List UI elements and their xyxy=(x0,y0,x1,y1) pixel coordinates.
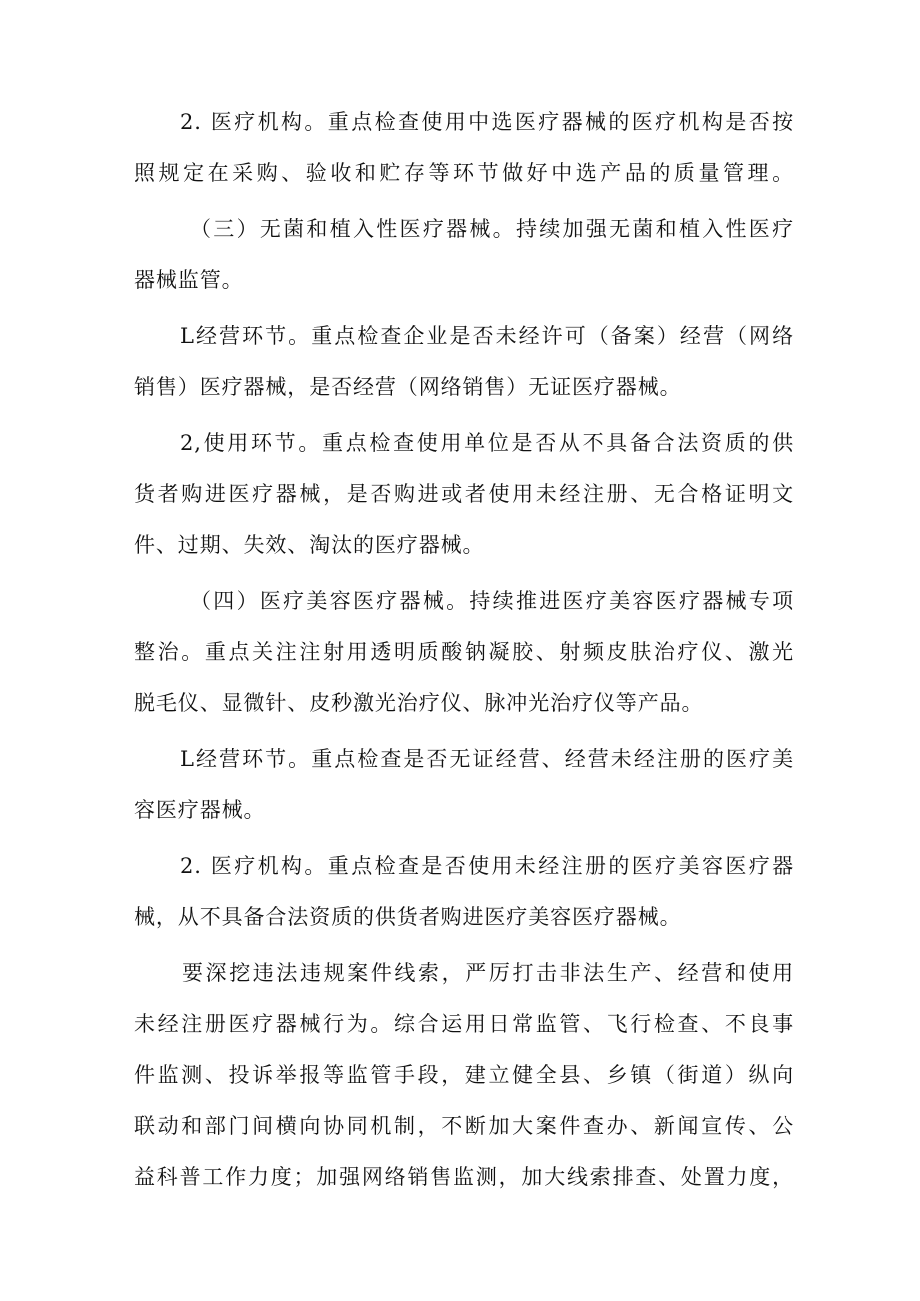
paragraph-8-line-1: 要深挖违法违规案件线索，严厉打击非法生产、经营和使用 xyxy=(182,961,794,985)
paragraph-6-line-2: 容医疗器械。 xyxy=(134,798,266,822)
paragraph-8-line-3: 件监测、投诉举报等监管手段，建立健全县、乡镇（街道）纵向 xyxy=(134,1063,794,1087)
paragraph-5-line-2: 整治。重点关注注射用透明质酸钠凝胶、射频皮肤治疗仪、激光 xyxy=(134,640,794,664)
paragraph-8-line-4: 联动和部门间横向协同机制，不断加大案件查办、新闻宣传、公 xyxy=(134,1114,794,1138)
paragraph-4-line-3: 件、过期、失效、淘汰的医疗器械。 xyxy=(134,533,485,557)
paragraph-7-line-1: 2. 医疗机构。重点检查是否使用未经注册的医疗美容医疗器 xyxy=(180,854,794,878)
paragraph-4-line-1: 2,使用环节。重点检查使用单位是否从不具备合法资质的供 xyxy=(180,431,794,455)
paragraph-7-line-2: 械，从不具备合法资质的供货者购进医疗美容医疗器械。 xyxy=(134,905,682,929)
paragraph-3-line-1: L经营环节。重点检查企业是否未经许可（备案）经营（网络 xyxy=(180,324,794,348)
paragraph-8-line-2: 未经注册医疗器械行为。综合运用日常监管、飞行检查、不良事 xyxy=(134,1012,794,1036)
paragraph-2-line-1: （三）无菌和植入性医疗器械。持续加强无菌和植入性医疗 xyxy=(190,217,794,241)
paragraph-5-line-3: 脱毛仪、显微针、皮秒激光治疗仪、脉冲光治疗仪等产品。 xyxy=(134,691,704,715)
paragraph-1-line-2: 照规定在采购、验收和贮存等环节做好中选产品的质量管理。 xyxy=(134,161,794,185)
paragraph-6-line-1: L经营环节。重点检查是否无证经营、经营未经注册的医疗美 xyxy=(180,747,794,771)
paragraph-2-line-2: 器械监管。 xyxy=(134,268,244,292)
paragraph-3-line-2: 销售）医疗器械，是否经营（网络销售）无证医疗器械。 xyxy=(134,375,682,399)
paragraph-5-line-1: （四）医疗美容医疗器械。持续推进医疗美容医疗器械专项 xyxy=(190,589,794,613)
paragraph-4-line-2: 货者购进医疗器械，是否购进或者使用未经注册、无合格证明文 xyxy=(134,482,794,506)
paragraph-1-line-1: 2. 医疗机构。重点检查使用中选医疗器械的医疗机构是否按 xyxy=(180,110,794,134)
paragraph-8-line-5: 益科普工作力度；加强网络销售监测，加大线索排查、处置力度， xyxy=(134,1165,794,1189)
